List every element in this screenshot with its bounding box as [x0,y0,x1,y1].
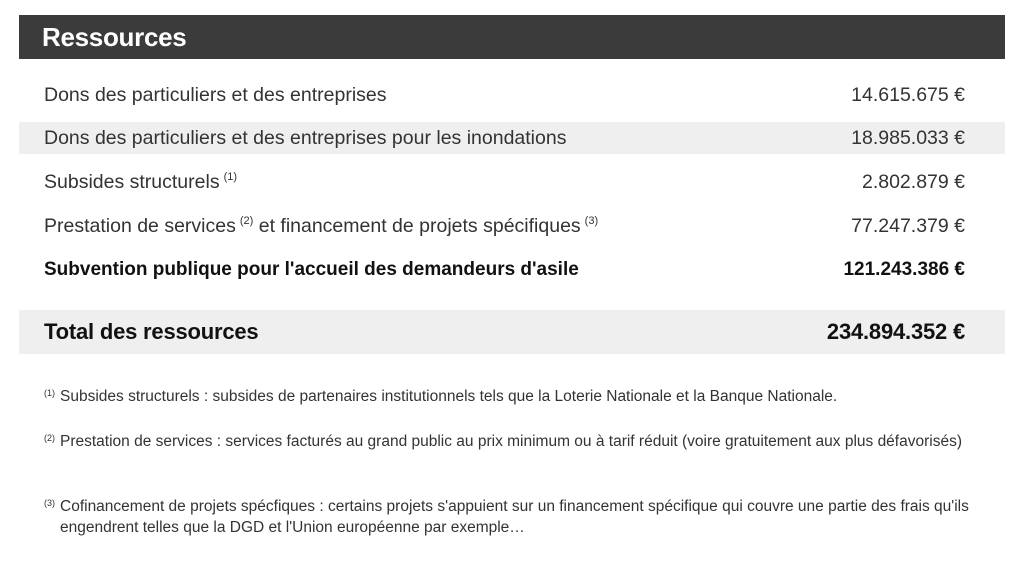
row-label [44,84,387,107]
footnote-text: Subsides structurels : subsides de partenaires institutionnels tels que la Loterie Nationale et la Banque Nationale. [60,388,838,405]
row-label [44,215,598,238]
row-amount: 121.243.386 € [843,259,965,280]
row-amount: 2.802.879 € [861,170,965,193]
row-label [44,259,579,281]
footnote-ref: (1) [223,170,238,183]
row-label-text: Subvention publique pour l'accueil des demandeurs d'asile [44,259,579,280]
footnote [44,431,984,452]
footnote [44,386,984,407]
table-row [19,254,1005,286]
row-label-text: Prestation de services [44,214,236,237]
row-amount: 14.615.675 € [851,83,965,106]
table-row [19,210,1005,242]
footnote-mark: (3) [44,498,55,508]
row-amount: 18.985.033 € [851,126,965,149]
row-amount: 77.247.379 € [851,214,965,237]
footnote-mark: (2) [44,433,55,443]
row-label-text: Subsides structurels [44,170,220,193]
footnote-text: Prestation de services : services facturés au grand public au prix minimum ou à tarif réduit (voire gratuitement aux plus défavorisés) [60,433,962,450]
total-amount: 234.894.352 € [826,319,965,344]
total-row [19,310,1005,354]
footnote-mark: (1) [44,388,55,398]
row-label [44,171,237,194]
row-label [44,127,566,150]
footnote-text: Cofinancement de projets spécfiques : certains projets s'appuient sur un financement spécifique qui couvre une partie des frais qu'ils engendrent telles que la DGD et l'Union européenne par exemple… [60,498,969,536]
footnote-ref: (3) [584,214,599,227]
table-row [19,122,1005,154]
table-row [19,166,1005,198]
total-label: Total des ressources [44,319,259,344]
row-label-text-continued: et financement de projets spécifiques [258,214,581,237]
row-label-text: Dons des particuliers et des entreprises pour les inondations [44,126,567,149]
section-title: Ressources [42,22,187,52]
section-header [19,15,1005,59]
row-label-text: Dons des particuliers et des entreprises [44,83,387,106]
table-row [19,79,1005,111]
footnote-ref: (2) [239,214,254,227]
footnote [44,496,984,538]
